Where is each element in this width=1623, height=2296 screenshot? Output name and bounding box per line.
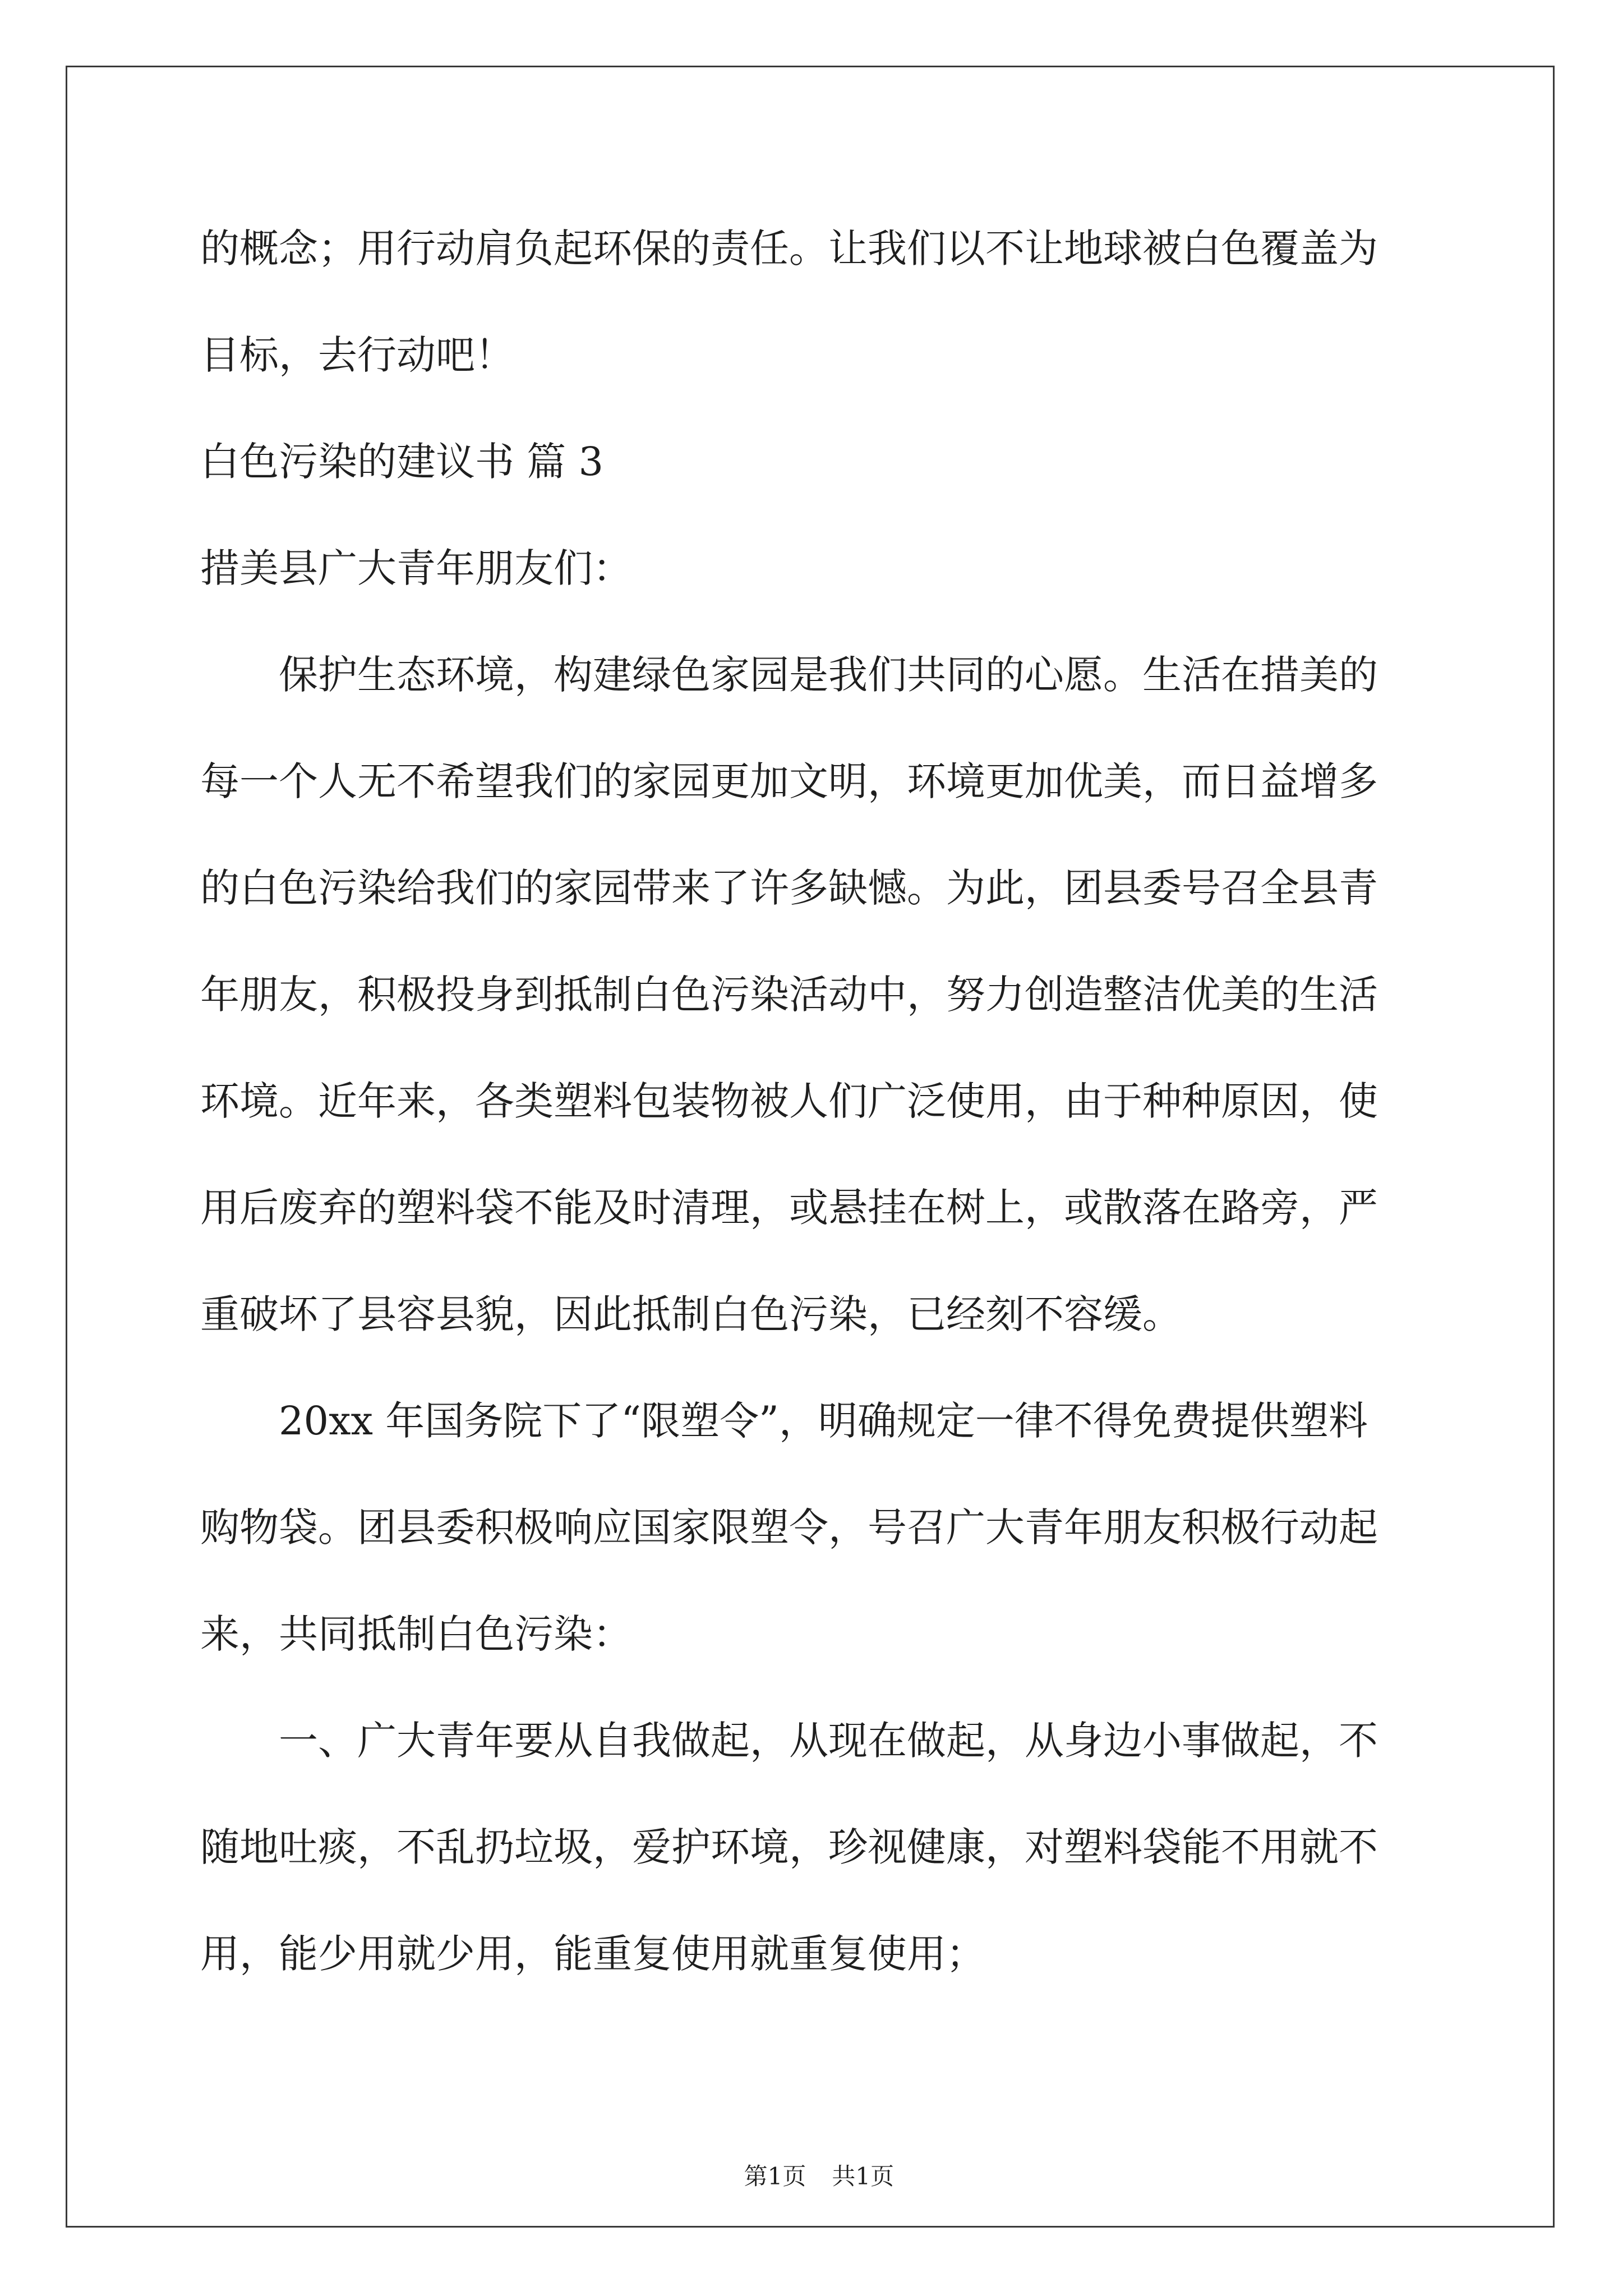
document-line: 保护生态环境，构建绿色家园是我们共同的心愿。生活在措美的 <box>279 652 1378 698</box>
salutation: 措美县广大青年朋友们： <box>200 545 632 591</box>
document-line: 年朋友，积极投身到抵制白色污染活动中，努力创造整洁优美的生活 <box>200 972 1378 1018</box>
document-line: 来，共同抵制白色污染： <box>200 1611 632 1657</box>
document-line: 用后废弃的塑料袋不能及时清理，或悬挂在树上，或散落在路旁，严 <box>200 1185 1378 1231</box>
document-line: 20xx 年国务院下了“限塑令”，明确规定一律不得免费提供塑料 <box>279 1398 1368 1444</box>
document-body <box>200 195 1490 2007</box>
paragraph <box>200 1368 1490 1687</box>
page-number: 第1页 <box>744 2162 806 2190</box>
document-line: 用，能少用就少用，能重复使用就重复使用； <box>200 1931 985 1977</box>
section-heading: 白色污染的建议书 篇 3 <box>200 439 604 485</box>
document-line: 的概念；用行动肩负起环保的责任。让我们以不让地球被白色覆盖为 <box>200 226 1378 272</box>
document-line: 一、广大青年要从自我做起，从现在做起，从身边小事做起，不 <box>279 1718 1378 1764</box>
page-total: 共1页 <box>832 2162 895 2190</box>
document-line: 重破坏了县容县貌，因此抵制白色污染，已经刻不容缓。 <box>200 1291 1182 1337</box>
document-line: 环境。近年来，各类塑料包装物被人们广泛使用，由于种种原因，使 <box>200 1078 1378 1124</box>
document-line: 随地吐痰，不乱扔垃圾，爱护环境，珍视健康，对塑料袋能不用就不 <box>200 1824 1378 1870</box>
document-line: 每一个人无不希望我们的家园更加文明，环境更加优美，而日益增多 <box>200 758 1378 804</box>
document-line: 购物袋。团县委积极响应国家限塑令，号召广大青年朋友积极行动起 <box>200 1504 1378 1550</box>
document-line: 的白色污染给我们的家园带来了许多缺憾。为此，团县委号召全县青 <box>200 865 1378 911</box>
paragraph <box>200 1687 1490 2007</box>
document-line: 目标，去行动吧！ <box>200 332 514 378</box>
page-footer <box>0 2126 1623 2193</box>
paragraph <box>200 622 1490 1368</box>
